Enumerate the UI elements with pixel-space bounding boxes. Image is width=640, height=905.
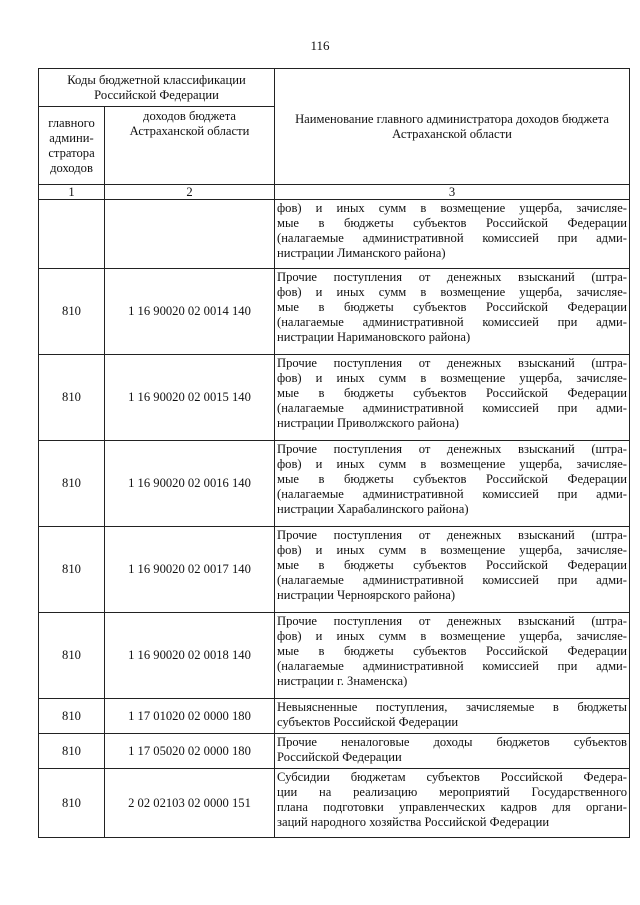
table-row bbox=[39, 200, 630, 269]
admin-code-cell: 810 bbox=[39, 613, 105, 699]
admin-code-cell: 810 bbox=[39, 734, 105, 769]
budget-code-cell: 1 17 05020 02 0000 180 bbox=[105, 734, 275, 769]
revenue-name-cell bbox=[275, 613, 630, 699]
table-row bbox=[39, 769, 630, 838]
revenue-name-line: субъектов Российской Федерации bbox=[277, 715, 459, 729]
admin-code-cell: 810 bbox=[39, 441, 105, 527]
budget-code-cell: 1 17 01020 02 0000 180 bbox=[105, 699, 275, 734]
header-admin-label: главного админи-стратора доходов bbox=[48, 115, 95, 175]
revenue-name-cell bbox=[275, 527, 630, 613]
column-number-3: 3 bbox=[275, 185, 630, 200]
revenue-name-line: нистрации Приволжского района) bbox=[277, 416, 459, 430]
revenue-name-cell bbox=[275, 269, 630, 355]
revenue-name-line: фов) и иных сумм в возмещение ущерба, зачисляе- bbox=[277, 371, 627, 385]
header-code-column bbox=[105, 107, 275, 185]
revenue-name-line: нистрации Наримановского района) bbox=[277, 330, 471, 344]
revenue-name-cell bbox=[275, 355, 630, 441]
table-row bbox=[39, 441, 630, 527]
revenue-name-cell bbox=[275, 699, 630, 734]
revenue-name-line: нистрации Харабалинского района) bbox=[277, 502, 469, 516]
revenue-name-line: плана подготовки управленческих кадров для органи- bbox=[277, 800, 627, 814]
revenue-name-line: Прочие поступления от денежных взысканий (штра- bbox=[277, 442, 627, 456]
revenue-name-line: (налагаемые административной комиссией при адми- bbox=[277, 315, 627, 329]
table-row bbox=[39, 355, 630, 441]
admin-code-cell: 810 bbox=[39, 355, 105, 441]
revenue-name-line: нистрации Черноярского района) bbox=[277, 588, 456, 602]
revenue-name-line: Субсидии бюджетам субъектов Российской Федера- bbox=[277, 770, 627, 784]
revenue-name-line: (налагаемые административной комиссией при адми- bbox=[277, 659, 627, 673]
page-number: 116 bbox=[310, 38, 330, 53]
revenue-name-line: Прочие поступления от денежных взысканий (штра- bbox=[277, 528, 627, 542]
header-admin-column bbox=[39, 107, 105, 185]
revenue-name-line: мые в бюджеты субъектов Российской Федерации bbox=[277, 386, 627, 400]
revenue-name-line: Прочие поступления от денежных взысканий (штра- bbox=[277, 356, 627, 370]
revenue-name-cell bbox=[275, 734, 630, 769]
revenue-name-line: Российской Федерации bbox=[277, 750, 402, 764]
revenue-name-line: мые в бюджеты субъектов Российской Федерации bbox=[277, 216, 627, 230]
table-row bbox=[39, 269, 630, 355]
revenue-name-line: (налагаемые административной комиссией при адми- bbox=[277, 231, 627, 245]
revenue-name-line: Невыясненные поступления, зачисляемые в бюджеты bbox=[277, 700, 627, 714]
budget-code-cell: 1 16 90020 02 0014 140 bbox=[105, 269, 275, 355]
revenue-name-line: мые в бюджеты субъектов Российской Федерации bbox=[277, 644, 627, 658]
revenue-name-line: (налагаемые административной комиссией при адми- bbox=[277, 401, 627, 415]
column-number-2: 2 bbox=[105, 185, 275, 200]
table-row bbox=[39, 527, 630, 613]
table-row bbox=[39, 613, 630, 699]
revenue-name-line: фов) и иных сумм в возмещение ущерба, зачисляе- bbox=[277, 629, 627, 643]
revenue-name-line: (налагаемые административной комиссией при адми- bbox=[277, 573, 627, 587]
revenue-name-line: Прочие поступления от денежных взысканий (штра- bbox=[277, 614, 627, 628]
budget-code-cell: 1 16 90020 02 0017 140 bbox=[105, 527, 275, 613]
table-row bbox=[39, 734, 630, 769]
header-name-column: Наименование главного администратора доходов бюджета Астраханской области bbox=[275, 69, 630, 185]
revenue-name-line: (налагаемые административной комиссией при адми- bbox=[277, 487, 627, 501]
table-row bbox=[39, 699, 630, 734]
revenue-name-line: ции на реализацию мероприятий Государственного bbox=[277, 785, 627, 799]
revenue-name-cell bbox=[275, 200, 630, 269]
budget-code-cell: 1 16 90020 02 0016 140 bbox=[105, 441, 275, 527]
budget-classification-table bbox=[38, 68, 630, 838]
group-header-codes: Коды бюджетной классификации Российской Федерации bbox=[39, 69, 275, 107]
budget-code-cell bbox=[105, 200, 275, 269]
budget-code-cell: 1 16 90020 02 0015 140 bbox=[105, 355, 275, 441]
revenue-name-line: фов) и иных сумм в возмещение ущерба, зачисляе- bbox=[277, 543, 627, 557]
table-body bbox=[39, 200, 630, 838]
revenue-name-line: Прочие неналоговые доходы бюджетов субъектов bbox=[277, 735, 627, 749]
revenue-name-cell bbox=[275, 441, 630, 527]
revenue-name-line: фов) и иных сумм в возмещение ущерба, зачисляе- bbox=[277, 285, 627, 299]
revenue-name-line: мые в бюджеты субъектов Российской Федерации bbox=[277, 300, 627, 314]
revenue-name-line: заций народного хозяйства Российской Федерации bbox=[277, 815, 550, 829]
budget-code-cell: 1 16 90020 02 0018 140 bbox=[105, 613, 275, 699]
admin-code-cell bbox=[39, 200, 105, 269]
budget-code-cell: 2 02 02103 02 0000 151 bbox=[105, 769, 275, 838]
revenue-name-line: Прочие поступления от денежных взысканий (штра- bbox=[277, 270, 627, 284]
revenue-name-line: нистрации Лиманского района) bbox=[277, 246, 446, 260]
admin-code-cell: 810 bbox=[39, 699, 105, 734]
column-number-1: 1 bbox=[39, 185, 105, 200]
revenue-name-line: фов) и иных сумм в возмещение ущерба, зачисляе- bbox=[277, 457, 627, 471]
revenue-name-cell bbox=[275, 769, 630, 838]
admin-code-cell: 810 bbox=[39, 527, 105, 613]
revenue-name-line: нистрации г. Знаменска) bbox=[277, 674, 408, 688]
revenue-name-line: мые в бюджеты субъектов Российской Федерации bbox=[277, 472, 627, 486]
admin-code-cell: 810 bbox=[39, 769, 105, 838]
revenue-name-line: фов) и иных сумм в возмещение ущерба, зачисляе- bbox=[277, 201, 627, 215]
admin-code-cell: 810 bbox=[39, 269, 105, 355]
header-code-label: доходов бюджета Астраханской области bbox=[129, 109, 250, 138]
revenue-name-line: мые в бюджеты субъектов Российской Федерации bbox=[277, 558, 627, 572]
